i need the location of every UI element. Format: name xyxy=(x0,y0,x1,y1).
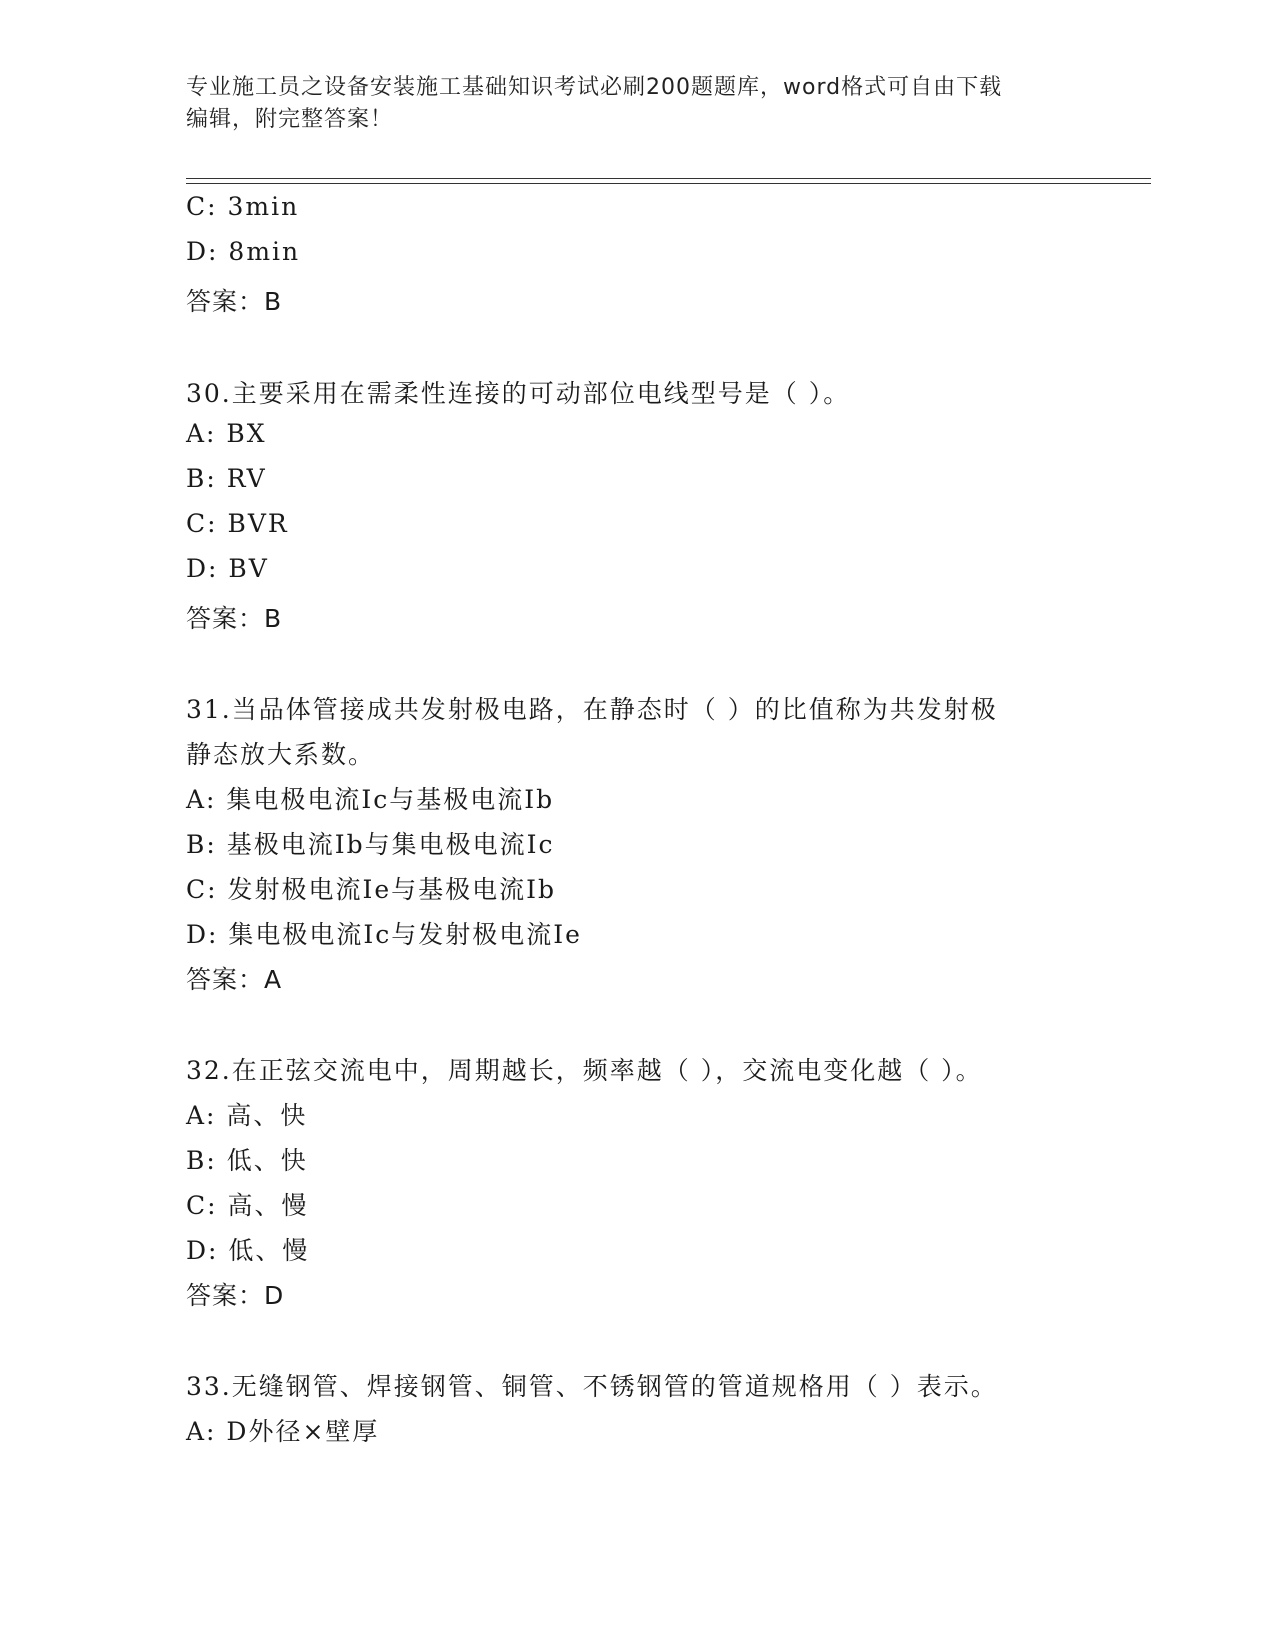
header-rule-bottom xyxy=(186,183,1151,184)
option-line: D: 低、慢 xyxy=(186,1236,310,1265)
option-line: A: 高、快 xyxy=(186,1101,308,1130)
question-text: 30.主要采用在需柔性连接的可动部位电线型号是（ ）。 xyxy=(186,379,851,408)
question-text: 31.当品体管接成共发射极电路，在静态时（ ）的比值称为共发射极 xyxy=(186,695,998,724)
header-line-1: 专业施工员之设备安装施工基础知识考试必刷200题题库，word格式可自由下载 xyxy=(186,75,1003,100)
question-text: 静态放大系数。 xyxy=(186,740,376,769)
option-line: A: BX xyxy=(186,419,267,448)
option-line: B: 低、快 xyxy=(186,1146,308,1175)
answer-line: 答案：B xyxy=(186,287,283,316)
document-header xyxy=(186,72,1066,136)
option-line: D: 8min xyxy=(186,237,301,266)
option-line: C: 高、慢 xyxy=(186,1191,309,1220)
question-text: 33.无缝钢管、焊接钢管、铜管、不锈钢管的管道规格用（ ）表示。 xyxy=(186,1372,998,1401)
option-line: C: 3min xyxy=(186,192,300,221)
option-line: B: 基极电流Ib与集电极电流Ic xyxy=(186,830,555,859)
option-line: B: RV xyxy=(186,464,267,493)
option-line: A: 集电极电流Ic与基极电流Ib xyxy=(186,785,555,814)
answer-line: 答案：B xyxy=(186,604,283,633)
question-text: 32.在正弦交流电中，周期越长，频率越（ ），交流电变化越（ ）。 xyxy=(186,1056,983,1085)
option-line: A: D外径×壁厚 xyxy=(186,1417,380,1446)
option-line: C: BVR xyxy=(186,509,289,538)
option-line: D: 集电极电流Ic与发射极电流Ie xyxy=(186,920,582,949)
answer-line: 答案：D xyxy=(186,1281,285,1310)
answer-line: 答案：A xyxy=(186,965,283,994)
header-rule-top xyxy=(186,178,1151,179)
option-line: C: 发射极电流Ie与基极电流Ib xyxy=(186,875,557,904)
option-line: D: BV xyxy=(186,554,269,583)
header-line-2: 编辑，附完整答案！ xyxy=(186,107,394,132)
